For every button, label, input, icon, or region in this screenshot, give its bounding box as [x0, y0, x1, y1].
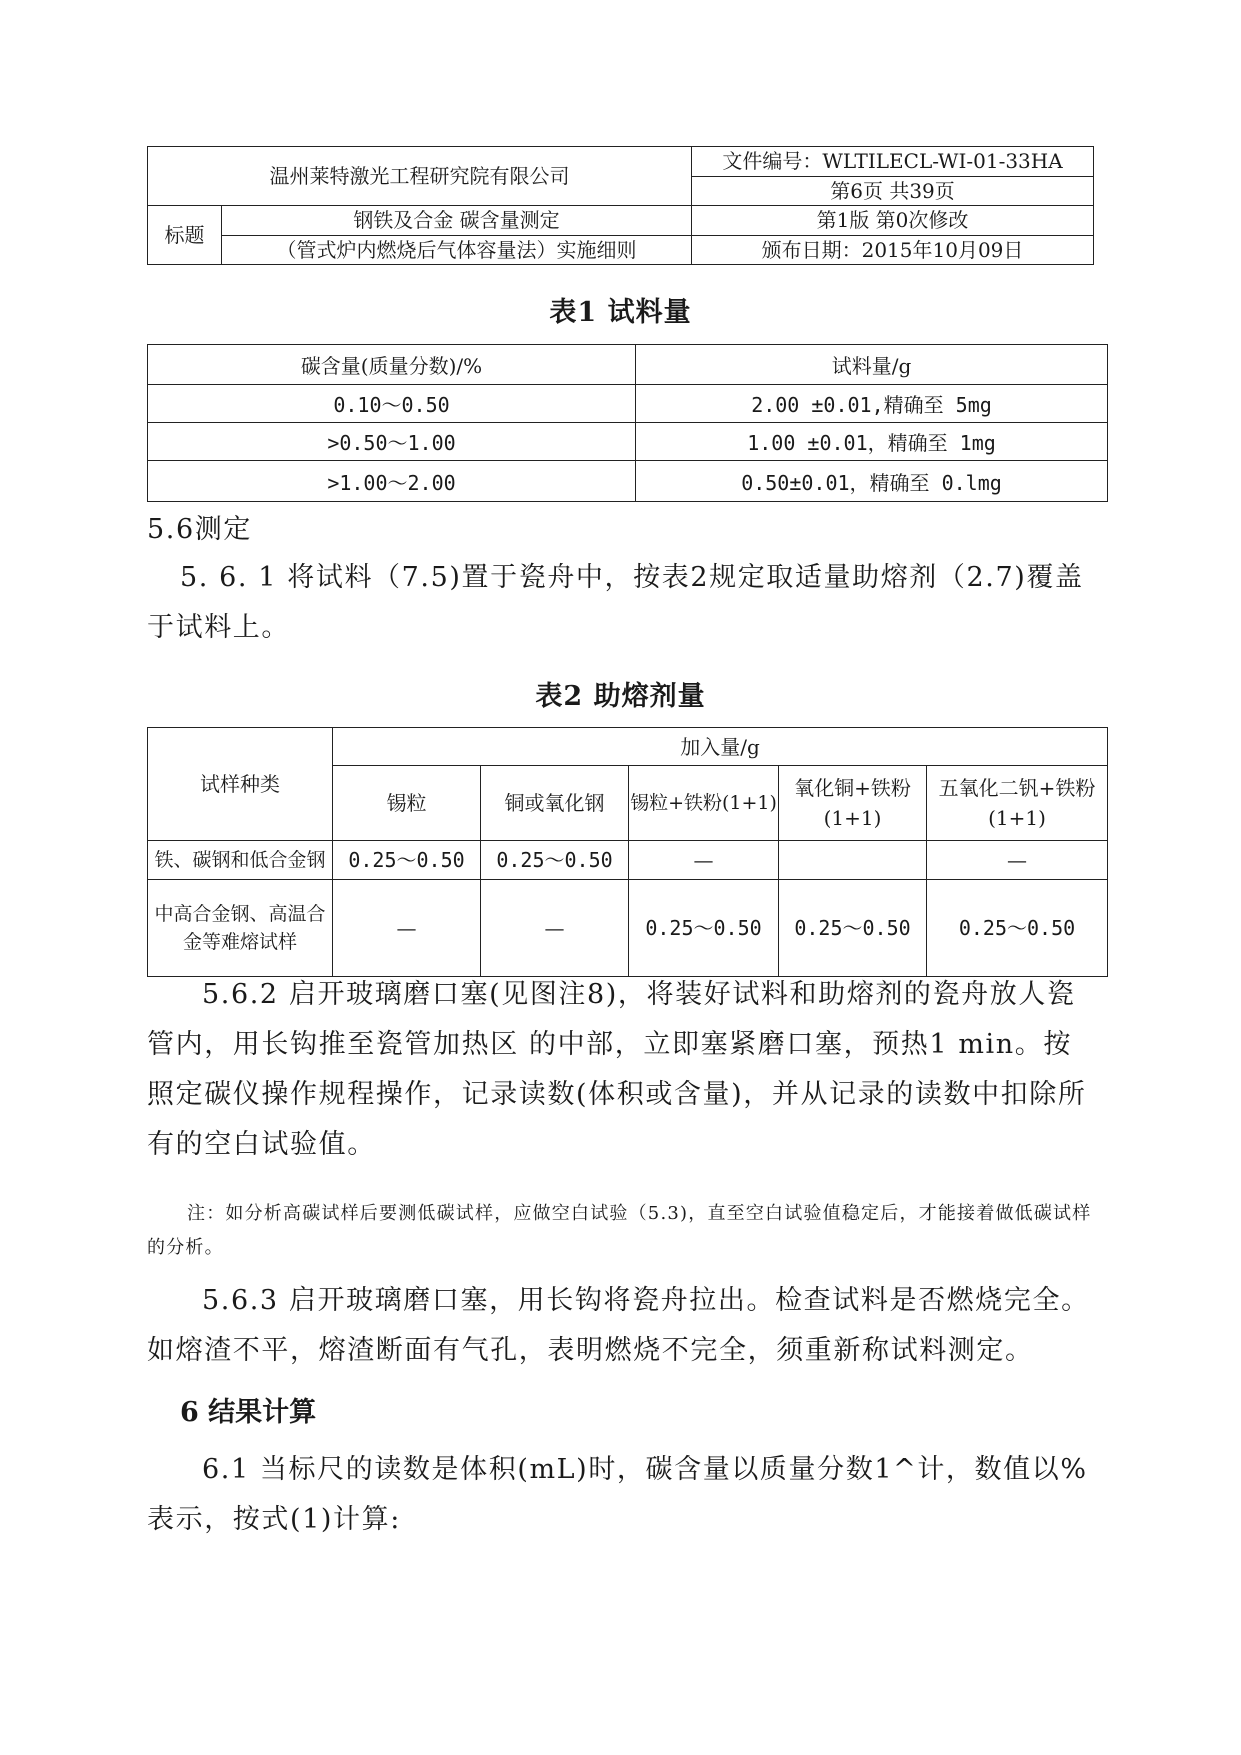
table-cell: 1.00 ±0.01，精确至 1mg	[636, 423, 1108, 461]
table-cell: 0.25～0.50	[481, 841, 629, 880]
title-line-2: （管式炉内燃烧后气体容量法）实施细则	[222, 235, 692, 265]
table-cell: >1.00～2.00	[148, 461, 636, 502]
table2-title: 表2 助熔剂量	[535, 681, 706, 712]
paragraph-6-1: 6.1 当标尺的读数是体积(mL)时，碳含量以质量分数1^计，数值以%表示，按式(1)计算:	[147, 1454, 1088, 1535]
table-cell: —	[629, 841, 779, 880]
section-heading-6: 6 结果计算	[180, 1397, 317, 1428]
section-heading-5-6: 5.6测定	[147, 514, 252, 545]
document-number: 文件编号：WLTILECL-WI-01-33HA	[692, 147, 1094, 177]
table2-row-type: 中高合金钢、高温合金等难熔试样	[148, 880, 333, 977]
table1-col1-header: 碳含量(质量分数)/%	[148, 345, 636, 385]
table-cell: 0.10～0.50	[148, 385, 636, 423]
table-cell: >0.50～1.00	[148, 423, 636, 461]
title-line-1: 钢铁及合金 碳含量测定	[222, 206, 692, 236]
amount-header: 加入量/g	[333, 728, 1108, 766]
table-cell: 0.25～0.50	[629, 880, 779, 977]
table2-subheader: 锡粒	[333, 766, 481, 841]
note-text: 注：如分析高碳试样后要测低碳试样，应做空白试验（5.3)，直至空白试验值稳定后，才能接着做低碳试样的分析。	[147, 1203, 1092, 1258]
table-cell: —	[333, 880, 481, 977]
sample-type-header: 试样种类	[148, 728, 333, 841]
table-cell: 0.25～0.50	[927, 880, 1108, 977]
table-cell: 2.00 ±0.01,精确至 5mg	[636, 385, 1108, 423]
table2-row-type: 铁、碳钢和低合金钢	[148, 841, 333, 880]
table-cell: 0.50±0.01，精确至 0.lmg	[636, 461, 1108, 502]
title-label: 标题	[148, 206, 222, 265]
table2-subheader: 五氧化二钒+铁粉 (1+1)	[927, 766, 1108, 841]
table-cell: 0.25～0.50	[333, 841, 481, 880]
paragraph-5-6-2: 5.6.2 启开玻璃磨口塞(见图注8)，将装好试料和助熔剂的瓷舟放人瓷管内，用长钩推至瓷管加热区 的中部，立即塞紧磨口塞，预热1 min。按照定碳仪操作规程操作，记录读数(体积或含量)，并从记录的读数中扣除所有的空白试验值。	[147, 979, 1087, 1160]
table1-title: 表1 试料量	[549, 297, 692, 328]
document-header	[147, 146, 1094, 265]
table2-subheader: 铜或氧化钢	[481, 766, 629, 841]
table-cell: —	[481, 880, 629, 977]
page-number: 第6页 共39页	[692, 176, 1094, 206]
table2-subheader: 氧化铜+铁粉 (1+1)	[779, 766, 927, 841]
version-info: 第1版 第0次修改	[692, 206, 1094, 236]
table-cell: —	[927, 841, 1108, 880]
table-cell: 0.25～0.50	[779, 880, 927, 977]
paragraph-5-6-3: 5.6.3 启开玻璃磨口塞，用长钩将瓷舟拉出。检查试料是否燃烧完全。如熔渣不平，熔渣断面有气孔，表明燃烧不完全，须重新称试料测定。	[147, 1285, 1090, 1366]
table-cell	[779, 841, 927, 880]
sample-amount-table	[147, 344, 1108, 502]
table2-subheader: 锡粒+铁粉(1+1)	[629, 766, 779, 841]
company-name: 温州莱特激光工程研究院有限公司	[148, 147, 692, 206]
paragraph-5-6-1: 5. 6. 1 将试料（7.5)置于瓷舟中，按表2规定取适量助熔剂（2.7)覆盖于试料上。	[147, 562, 1084, 643]
table1-col2-header: 试料量/g	[636, 345, 1108, 385]
flux-amount-table	[147, 727, 1108, 977]
issue-date: 颁布日期：2015年10月09日	[692, 235, 1094, 265]
